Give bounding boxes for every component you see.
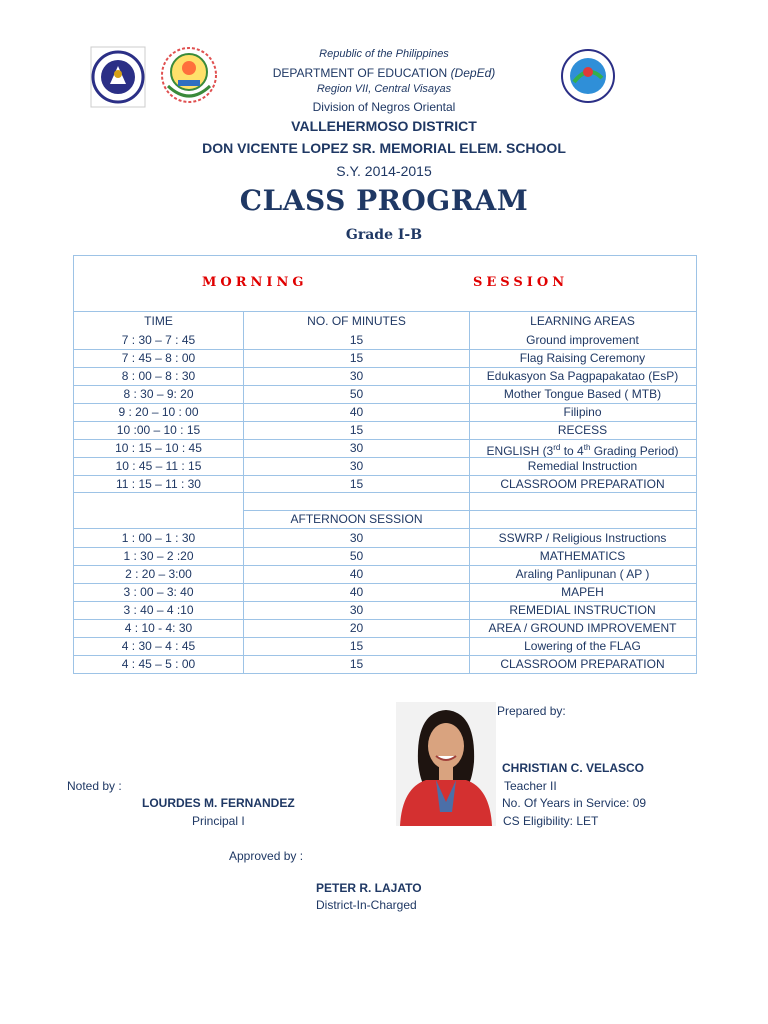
time-cell: 9 : 20 – 10 : 00 (118, 405, 199, 419)
area-cell: CLASSROOM PREPARATION (500, 657, 665, 671)
minutes-cell: 15 (349, 657, 364, 671)
time-cell: 10 : 15 – 10 : 45 (115, 441, 202, 455)
area-cell: Flag Raising Ceremony (519, 351, 646, 365)
time-cell: 10 :00 – 10 : 15 (116, 423, 201, 437)
morning-word: MORNING (202, 275, 308, 290)
region-line: Region VII, Central Visayas (316, 83, 452, 95)
minutes-cell: 30 (349, 369, 364, 383)
minutes-cell: 50 (349, 387, 364, 401)
principal-name: LOURDES M. FERNANDEZ (142, 796, 295, 810)
area-cell: MATHEMATICS (539, 549, 626, 563)
district-name: PETER R. LAJATO (316, 881, 422, 895)
time-cell: 7 : 30 – 7 : 45 (121, 333, 196, 347)
teacher-photo (396, 702, 496, 826)
minutes-cell: 40 (349, 585, 364, 599)
area-cell: Lowering of the FLAG (524, 639, 641, 653)
area-cell: Ground improvement (526, 333, 639, 347)
minutes-cell: 40 (349, 405, 364, 419)
minutes-cell: 15 (349, 351, 364, 365)
school-line: DON VICENTE LOPEZ SR. MEMORIAL ELEM. SCHOOL (202, 140, 566, 156)
grade-label: Grade I-B (345, 227, 423, 243)
time-cell: 4 : 30 – 4 : 45 (121, 639, 196, 653)
teacher-name: CHRISTIAN C. VELASCO (502, 761, 645, 775)
time-cell: 11 : 15 – 11 : 30 (116, 477, 201, 491)
area-cell: RECESS (557, 423, 608, 437)
minutes-cell: 15 (349, 423, 364, 437)
department-name: DEPARTMENT OF EDUCATION (272, 66, 448, 80)
minutes-cell: 30 (349, 603, 364, 617)
prepared-by-label: Prepared by: (497, 704, 566, 718)
time-cell: 8 : 00 – 8 : 30 (121, 369, 196, 383)
approved-by-label: Approved by : (229, 849, 304, 863)
area-cell: MAPEH (561, 585, 604, 599)
area-cell: REMEDIAL INSTRUCTION (509, 603, 656, 617)
column-header-minutes: NO. OF MINUTES (307, 314, 406, 328)
time-cell: 1 : 30 – 2 :20 (123, 549, 194, 563)
school-year: S.Y. 2014-2015 (336, 163, 432, 179)
minutes-cell: 30 (349, 459, 364, 473)
area-cell: CLASSROOM PREPARATION (500, 477, 665, 491)
minutes-cell: 50 (349, 549, 364, 563)
time-cell: 3 : 40 – 4 :10 (123, 603, 194, 617)
area-cell: SSWRP / Religious Instructions (498, 531, 667, 545)
time-cell: 2 : 20 – 3:00 (125, 567, 192, 581)
time-cell: 8 : 30 – 9: 20 (123, 387, 194, 401)
division-line: Division of Negros Oriental (312, 100, 456, 114)
minutes-cell: 30 (349, 441, 364, 455)
minutes-cell: 40 (349, 567, 364, 581)
teacher-eligibility: CS Eligibility: LET (503, 814, 599, 828)
area-cell: Mother Tongue Based ( MTB) (503, 387, 662, 401)
session-word: SESSION (473, 275, 569, 290)
area-cell: Edukasyon Sa Pagpapakatao (EsP) (486, 369, 679, 383)
time-cell: 3 : 00 – 3: 40 (123, 585, 194, 599)
district-line: VALLEHERMOSO DISTRICT (291, 118, 477, 134)
area-cell: Remedial Instruction (527, 459, 638, 473)
time-cell: 10 : 45 – 11 : 15 (115, 459, 202, 473)
time-cell: 4 : 10 - 4: 30 (124, 621, 193, 635)
minutes-cell: 15 (349, 333, 364, 347)
minutes-cell: 20 (349, 621, 364, 635)
time-cell: 1 : 00 – 1 : 30 (121, 531, 196, 545)
noted-by-label: Noted by : (67, 779, 122, 793)
minutes-cell: 30 (349, 531, 364, 545)
column-header-areas: LEARNING AREAS (530, 314, 635, 328)
teacher-position: Teacher II (504, 779, 557, 793)
area-cell: Filipino (563, 405, 602, 419)
district-position: District-In-Charged (316, 898, 417, 912)
column-header-time: TIME (144, 314, 173, 328)
afternoon-session-label: AFTERNOON SESSION (290, 512, 423, 526)
area-cell: AREA / GROUND IMPROVEMENT (488, 621, 677, 635)
area-cell: Araling Panlipunan ( AP ) (515, 567, 650, 581)
page-title: CLASS PROGRAM (239, 184, 529, 217)
department-line (0, 66, 768, 80)
teacher-years: No. Of Years in Service: 09 (502, 796, 647, 810)
area-cell: ENGLISH (3rd to 4th Grading Period) (486, 443, 679, 458)
republic-line: Republic of the Philippines (319, 48, 449, 60)
time-cell: 4 : 45 – 5 : 00 (121, 657, 196, 671)
principal-position: Principal I (192, 814, 245, 828)
minutes-cell: 15 (349, 477, 364, 491)
department-abbr: (DepEd) (450, 66, 496, 80)
minutes-cell: 15 (349, 639, 364, 653)
time-cell: 7 : 45 – 8 : 00 (121, 351, 196, 365)
